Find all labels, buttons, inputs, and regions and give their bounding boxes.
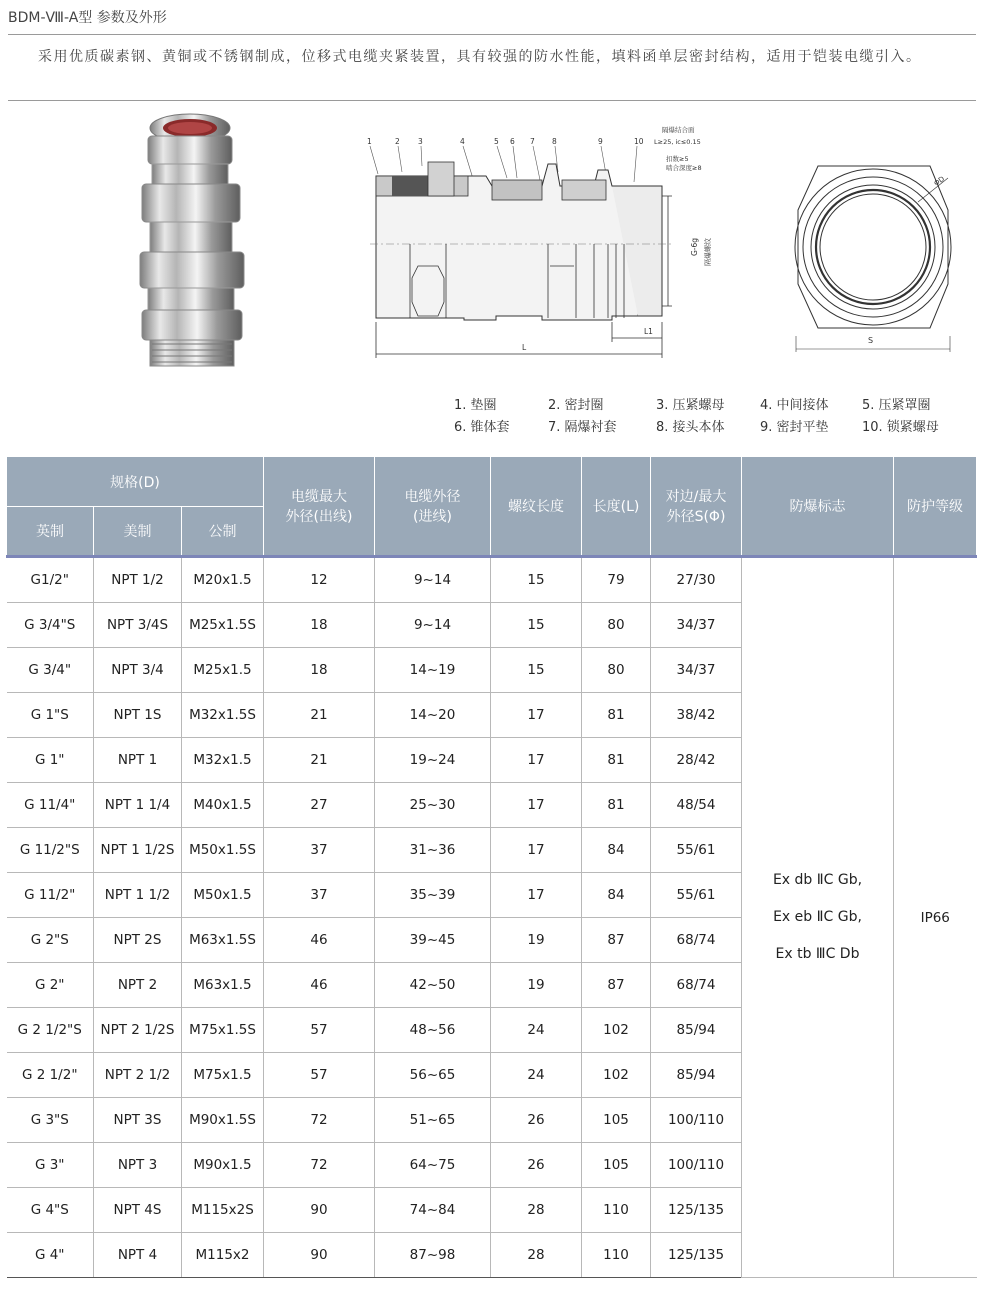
table-cell: 68/74: [651, 963, 742, 1008]
table-cell: G1/2": [7, 557, 94, 603]
intro-paragraph: 采用优质碳素钢、黄铜或不锈钢制成，位移式电缆夹紧装置，具有较强的防水性能，填料函单层密封结构，适用于铠装电缆引入。: [38, 49, 922, 65]
table-cell: NPT 1: [94, 738, 182, 783]
table-cell: 87: [582, 918, 651, 963]
table-cell: 81: [582, 693, 651, 738]
table-cell: 80: [582, 648, 651, 693]
callout-7: 7: [530, 137, 535, 146]
table-cell: 14~20: [375, 693, 491, 738]
table-cell: 28: [491, 1233, 582, 1278]
table-cell: 17: [491, 783, 582, 828]
table-cell: 27/30: [651, 557, 742, 603]
table-cell: 110: [582, 1233, 651, 1278]
table-cell: 81: [582, 738, 651, 783]
table-cell: G 1"S: [7, 693, 94, 738]
section-drawing: [362, 126, 732, 362]
table-cell: 9~14: [375, 557, 491, 603]
dim-l1-label: L1: [644, 327, 653, 336]
table-cell: 19~24: [375, 738, 491, 783]
legend-item: 10. 锁紧螺母: [862, 420, 939, 435]
table-cell: 81: [582, 783, 651, 828]
table-cell: 17: [491, 873, 582, 918]
header-ip-rating: 防护等级: [894, 457, 977, 557]
callout-4: 4: [460, 137, 465, 146]
table-cell: 125/135: [651, 1188, 742, 1233]
table-cell: 74~84: [375, 1188, 491, 1233]
parts-legend: [448, 394, 968, 438]
table-cell: 38/42: [651, 693, 742, 738]
callout-2: 2: [395, 137, 400, 146]
table-cell: 57: [264, 1008, 375, 1053]
front-view-drawing: [786, 146, 961, 356]
callout-6: 6: [510, 137, 515, 146]
header-thread-length: 螺纹长度: [491, 457, 582, 557]
table-cell: 57: [264, 1053, 375, 1098]
table-cell: G 2": [7, 963, 94, 1008]
table-cell: M63x1.5: [182, 963, 264, 1008]
thread-note: 隔爆螺纹: [704, 238, 712, 266]
table-cell: 87~98: [375, 1233, 491, 1278]
table-cell: 56~65: [375, 1053, 491, 1098]
legend-item: 7. 隔爆衬套: [548, 420, 617, 435]
table-cell: 17: [491, 828, 582, 873]
table-cell: 31~36: [375, 828, 491, 873]
table-cell: 26: [491, 1098, 582, 1143]
table-cell: M32x1.5S: [182, 693, 264, 738]
table-cell: 64~75: [375, 1143, 491, 1188]
table-cell: 15: [491, 557, 582, 603]
table-cell: NPT 2: [94, 963, 182, 1008]
table-cell: G 4": [7, 1233, 94, 1278]
table-cell: 19: [491, 918, 582, 963]
table-cell: NPT 1 1/4: [94, 783, 182, 828]
table-cell: 85/94: [651, 1008, 742, 1053]
table-cell: 35~39: [375, 873, 491, 918]
ex-marking-line: Ex db ⅡC Gb,: [772, 872, 863, 888]
table-cell: M20x1.5: [182, 557, 264, 603]
table-cell: 37: [264, 873, 375, 918]
callout-1: 1: [367, 137, 372, 146]
table-cell: 14~19: [375, 648, 491, 693]
drawing-note-depth: 啮合深度≥8: [666, 164, 702, 172]
table-cell: M25x1.5: [182, 648, 264, 693]
table-cell: 105: [582, 1098, 651, 1143]
table-cell: G 3/4"S: [7, 603, 94, 648]
table-cell: 27: [264, 783, 375, 828]
legend-item: 5. 压紧罩圈: [862, 398, 931, 413]
callout-9: 9: [598, 137, 603, 146]
table-cell: 24: [491, 1008, 582, 1053]
table-cell: 125/135: [651, 1233, 742, 1278]
table-cell: NPT 3/4S: [94, 603, 182, 648]
table-cell: 102: [582, 1053, 651, 1098]
table-cell: 72: [264, 1098, 375, 1143]
callout-3: 3: [418, 137, 423, 146]
header-ex-marking: 防爆标志: [742, 457, 894, 557]
table-cell: G 4"S: [7, 1188, 94, 1233]
ip-rating-cell: IP66: [894, 557, 977, 1278]
table-cell: 18: [264, 648, 375, 693]
table-cell: 48/54: [651, 783, 742, 828]
table-cell: 72: [264, 1143, 375, 1188]
header-length: 长度(L): [582, 457, 651, 557]
table-cell: 37: [264, 828, 375, 873]
table-cell: 34/37: [651, 603, 742, 648]
table-cell: 90: [264, 1233, 375, 1278]
table-cell: 90: [264, 1188, 375, 1233]
table-cell: 55/61: [651, 828, 742, 873]
table-cell: G 3": [7, 1143, 94, 1188]
table-cell: NPT 1 1/2S: [94, 828, 182, 873]
table-cell: 84: [582, 828, 651, 873]
drawing-note-threads: 扣数≥5: [666, 155, 689, 163]
drawing-note-joint: 隔爆结合面: [662, 126, 695, 134]
table-cell: G 11/2"S: [7, 828, 94, 873]
table-cell: NPT 1/2: [94, 557, 182, 603]
table-cell: 80: [582, 603, 651, 648]
table-cell: NPT 2S: [94, 918, 182, 963]
header-metric: 公制: [182, 507, 264, 557]
table-cell: G 11/2": [7, 873, 94, 918]
legend-item: 4. 中间接体: [760, 398, 829, 413]
table-cell: M25x1.5S: [182, 603, 264, 648]
table-cell: 85/94: [651, 1053, 742, 1098]
table-cell: 15: [491, 603, 582, 648]
table-cell: 84: [582, 873, 651, 918]
dim-l-label: L: [522, 343, 527, 352]
table-cell: G 3"S: [7, 1098, 94, 1143]
table-cell: G 11/4": [7, 783, 94, 828]
table-cell: 68/74: [651, 918, 742, 963]
table-cell: M115x2: [182, 1233, 264, 1278]
legend-item: 1. 垫圈: [454, 398, 497, 413]
table-cell: NPT 3S: [94, 1098, 182, 1143]
legend-item: 3. 压紧螺母: [656, 398, 725, 413]
table-cell: 110: [582, 1188, 651, 1233]
table-cell: 25~30: [375, 783, 491, 828]
table-cell: M75x1.5S: [182, 1008, 264, 1053]
callout-10: 10: [634, 137, 644, 146]
callout-5: 5: [494, 137, 499, 146]
table-cell: 51~65: [375, 1098, 491, 1143]
thread-label: G-6g: [690, 237, 699, 256]
table-cell: 21: [264, 693, 375, 738]
dim-phid-label: ΦD: [932, 174, 947, 188]
table-cell: 55/61: [651, 873, 742, 918]
header-cable-max-od: 电缆最大 外径(出线): [264, 457, 375, 557]
table-cell: M50x1.5S: [182, 828, 264, 873]
table-cell: NPT 1S: [94, 693, 182, 738]
table-cell: G 3/4": [7, 648, 94, 693]
table-cell: 17: [491, 693, 582, 738]
table-cell: G 2 1/2"S: [7, 1008, 94, 1053]
table-cell: 12: [264, 557, 375, 603]
table-cell: 48~56: [375, 1008, 491, 1053]
table-cell: 46: [264, 963, 375, 1008]
table-cell: 9~14: [375, 603, 491, 648]
top-divider: [8, 34, 976, 35]
ex-marking-line: Ex eb ⅡC Gb,: [773, 909, 862, 925]
table-cell: G 2 1/2": [7, 1053, 94, 1098]
legend-item: 9. 密封平垫: [760, 420, 829, 435]
legend-item: 6. 锥体套: [454, 420, 510, 435]
table-cell: G 1": [7, 738, 94, 783]
table-cell: M40x1.5: [182, 783, 264, 828]
table-cell: M90x1.5: [182, 1143, 264, 1188]
table-cell: NPT 3/4: [94, 648, 182, 693]
table-cell: NPT 1 1/2: [94, 873, 182, 918]
callout-8: 8: [552, 137, 557, 146]
legend-item: 2. 密封圈: [548, 398, 604, 413]
table-cell: NPT 3: [94, 1143, 182, 1188]
table-cell: M75x1.5: [182, 1053, 264, 1098]
table-cell: 34/37: [651, 648, 742, 693]
table-cell: 24: [491, 1053, 582, 1098]
table-cell: 15: [491, 648, 582, 693]
table-cell: M63x1.5S: [182, 918, 264, 963]
table-cell: G 2"S: [7, 918, 94, 963]
table-cell: M90x1.5S: [182, 1098, 264, 1143]
legend-item: 8. 接头本体: [656, 420, 725, 435]
header-imperial: 英制: [7, 507, 94, 557]
table-cell: 105: [582, 1143, 651, 1188]
table-cell: 17: [491, 738, 582, 783]
table-cell: 28/42: [651, 738, 742, 783]
table-cell: 19: [491, 963, 582, 1008]
page-title: BDM-Ⅷ-A型 参数及外形: [8, 10, 167, 26]
ex-marking-line: Ex tb ⅢC Db: [775, 946, 860, 962]
table-cell: 26: [491, 1143, 582, 1188]
drawing-note-l25: L≥25, ic≤0.15: [654, 138, 701, 146]
table-cell: 100/110: [651, 1098, 742, 1143]
product-photo: [130, 108, 255, 370]
table-cell: 28: [491, 1188, 582, 1233]
table-cell: NPT 4: [94, 1233, 182, 1278]
spec-table: [6, 456, 977, 1278]
table-cell: 42~50: [375, 963, 491, 1008]
header-spec: 规格(D): [7, 457, 264, 507]
table-cell: M50x1.5: [182, 873, 264, 918]
intro-divider: [8, 100, 976, 101]
table-cell: NPT 2 1/2S: [94, 1008, 182, 1053]
dim-s-label: S: [868, 336, 874, 345]
table-cell: M32x1.5: [182, 738, 264, 783]
table-cell: M115x2S: [182, 1188, 264, 1233]
table-cell: 79: [582, 557, 651, 603]
table-cell: 39~45: [375, 918, 491, 963]
table-cell: 100/110: [651, 1143, 742, 1188]
table-row: [7, 557, 977, 603]
table-cell: NPT 4S: [94, 1188, 182, 1233]
header-american: 美制: [94, 507, 182, 557]
table-cell: 21: [264, 738, 375, 783]
header-cable-od: 电缆外径 (进线): [375, 457, 491, 557]
table-cell: 46: [264, 918, 375, 963]
table-cell: 18: [264, 603, 375, 648]
table-cell: 102: [582, 1008, 651, 1053]
ex-marking-cell: [742, 557, 894, 1278]
header-across-flats: 对边/最大 外径S(Φ): [651, 457, 742, 557]
table-cell: NPT 2 1/2: [94, 1053, 182, 1098]
table-cell: 87: [582, 963, 651, 1008]
